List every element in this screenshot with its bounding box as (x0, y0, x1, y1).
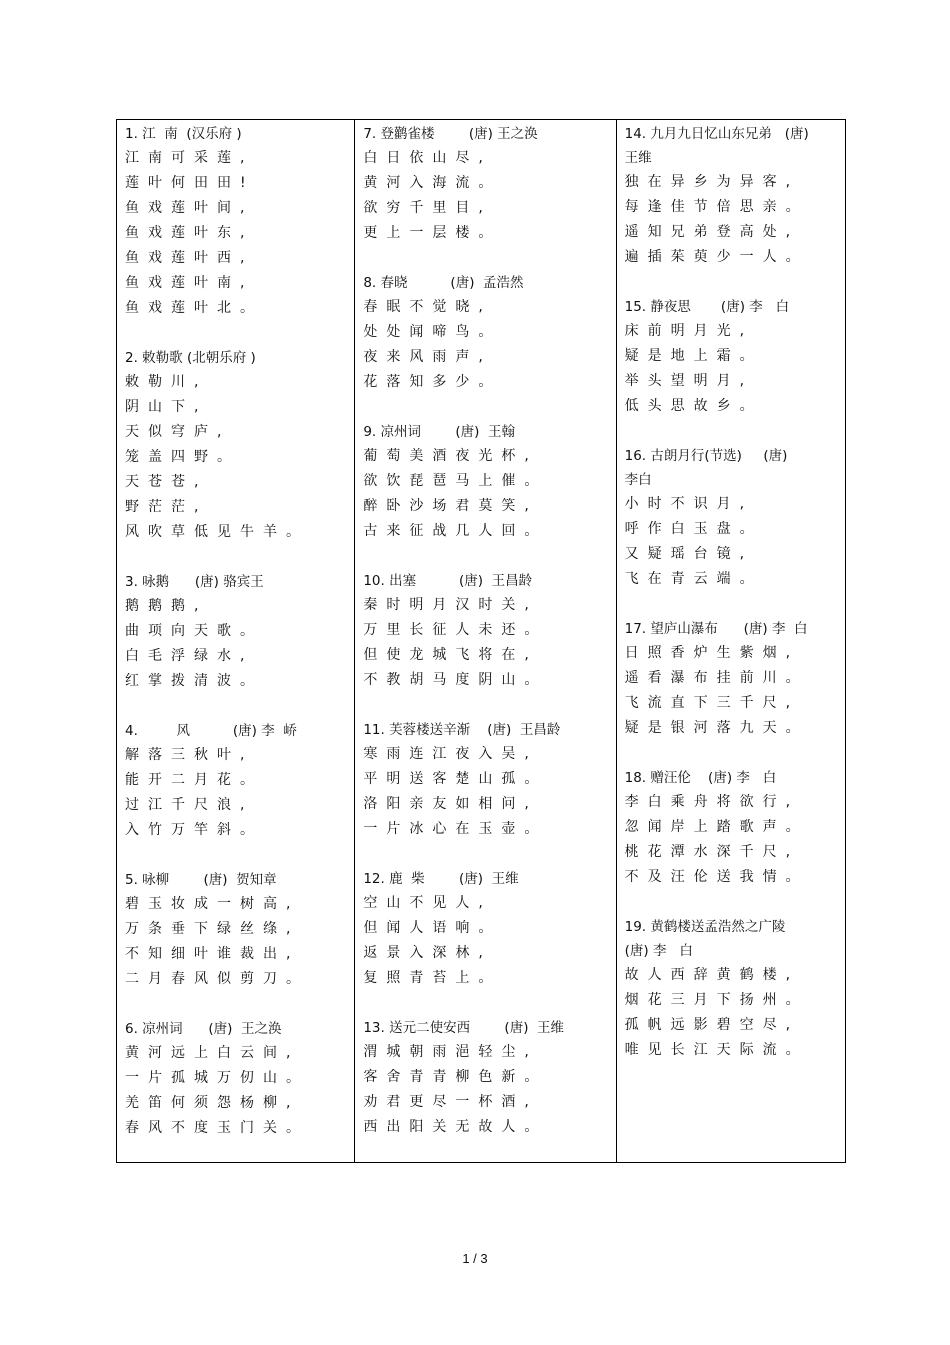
poem-title: 2. 敕勒歌 (北朝乐府 ) (125, 350, 256, 366)
poem-line: 渭城朝雨浥轻尘, (363, 1044, 538, 1060)
poem-block (125, 346, 348, 545)
poem-line: 江南可采莲, (125, 150, 254, 166)
poem-line: 床前明月光, (624, 323, 754, 339)
poem-title: 13. 送元二使安西 (唐) 王维 (363, 1020, 565, 1036)
poem-line: 平明送客楚山孤。 (363, 771, 548, 787)
poem-line: 疑是银河落九天。 (624, 720, 809, 736)
poem-line: 唯见长江天际流。 (624, 1042, 809, 1058)
poem-line: 劝君更尽一杯酒, (363, 1094, 538, 1110)
poem-line: 举头望明月, (624, 373, 754, 389)
poem-line: 飞流直下三千尺, (624, 695, 800, 711)
poem-title: 5. 咏柳 (唐) 贺知章 (125, 872, 277, 888)
poem-line: 忽闻岸上踏歌声。 (624, 819, 809, 835)
poem-block (625, 444, 839, 592)
poem-line: 笼盖四野。 (125, 449, 240, 465)
poem-line: 万条垂下绿丝绦, (125, 921, 300, 937)
poem-line: 过江千尺浪, (125, 797, 254, 813)
poem-block (125, 1017, 348, 1141)
poem-line: 醉卧沙场君莫笑, (363, 498, 538, 514)
poem-line: 野茫茫, (125, 499, 208, 515)
poem-line: 鱼戏莲叶西, (125, 250, 254, 266)
poem-line: 独在异乡为异客, (624, 174, 800, 190)
poem-line: 鹅鹅鹅, (125, 598, 208, 614)
poem-line: 遥知兄弟登高处, (624, 224, 800, 240)
poem-block (363, 867, 609, 991)
poem-line: 羌笛何须怨杨柳, (125, 1095, 300, 1111)
poem-line: 不教胡马度阴山。 (363, 672, 548, 688)
poem-line: 西出阳关无故人。 (363, 1119, 548, 1135)
poem-line: 夜来风雨声, (363, 349, 492, 365)
poem-line: 鱼戏莲叶东, (125, 225, 254, 241)
poem-line: 返景入深林, (363, 945, 492, 961)
poem-block (125, 122, 348, 321)
poem-line: 白日依山尽, (363, 150, 492, 166)
poem-line: 遥看瀑布挂前川。 (624, 670, 809, 686)
poem-column-2 (354, 120, 615, 1162)
poem-line: 烟花三月下扬州。 (624, 992, 809, 1008)
poem-block (363, 569, 609, 693)
poem-table (116, 119, 846, 1163)
poem-line: 更上一层楼。 (363, 225, 502, 241)
poem-line: 能开二月花。 (125, 772, 263, 788)
poem-line: 孤帆远影碧空尽, (624, 1017, 800, 1033)
poem-title: 19. 黄鹤楼送孟浩然之广陵 (唐) 李 白 (624, 919, 786, 959)
poem-line: 一片孤城万仞山。 (125, 1070, 309, 1086)
poem-line: 空山不见人, (363, 895, 492, 911)
poem-line: 天苍苍, (125, 474, 208, 490)
poem-line: 天似穹庐, (125, 424, 231, 440)
poem-line: 复照青苔上。 (363, 970, 502, 986)
poem-line: 李白乘舟将欲行, (624, 794, 800, 810)
poem-line: 但闻人语响。 (363, 920, 502, 936)
poem-block (363, 122, 609, 246)
poem-line: 客舍青青柳色新。 (363, 1069, 548, 1085)
poem-title: 16. 古朗月行(节选) (唐) 李白 (624, 448, 788, 488)
poem-title: 9. 凉州词 (唐) 王翰 (363, 424, 515, 440)
poem-line: 小时不识月, (624, 496, 754, 512)
poem-line: 黄河入海流。 (363, 175, 502, 191)
poem-block (625, 617, 839, 741)
poem-title: 7. 登鹳雀楼 (唐) 王之涣 (363, 126, 538, 142)
poem-line: 一片冰心在玉壶。 (363, 821, 548, 837)
poem-line: 又疑瑶台镜, (624, 546, 754, 562)
poem-line: 春风不度玉门关。 (125, 1120, 309, 1136)
poem-line: 古来征战几人回。 (363, 523, 548, 539)
poem-line: 曲项向天歌。 (125, 623, 263, 639)
poem-block (363, 420, 609, 544)
poem-line: 处处闻啼鸟。 (363, 324, 502, 340)
poem-title: 3. 咏鹅 (唐) 骆宾王 (125, 574, 264, 590)
poem-title: 8. 春晓 (唐) 孟浩然 (363, 275, 524, 291)
poem-line: 桃花潭水深千尺, (624, 844, 800, 860)
poem-line: 不及汪伦送我情。 (624, 869, 809, 885)
poem-line: 故人西辞黄鹤楼, (624, 967, 800, 983)
poem-line: 解落三秋叶, (125, 747, 254, 763)
poem-title: 10. 出塞 (唐) 王昌龄 (363, 573, 533, 589)
poem-line: 万里长征人未还。 (363, 622, 548, 638)
poem-line: 风吹草低见牛羊。 (125, 524, 309, 540)
poem-line: 碧玉妆成一树高, (125, 896, 300, 912)
poem-line: 敕勒川, (125, 374, 208, 390)
poem-line: 洛阳亲友如相问, (363, 796, 538, 812)
poem-title: 17. 望庐山瀑布 (唐) 李 白 (624, 621, 808, 637)
poem-line: 不知细叶谁裁出, (125, 946, 300, 962)
poem-line: 秦时明月汉时关, (363, 597, 538, 613)
poem-title: 6. 凉州词 (唐) 王之涣 (125, 1021, 282, 1037)
poem-title: 1. 江 南 (汉乐府 ) (125, 126, 242, 142)
poem-block (125, 570, 348, 694)
poem-title: 18. 赠汪伦 (唐) 李 白 (624, 770, 777, 786)
poem-block (625, 122, 839, 270)
poem-line: 飞在青云端。 (624, 571, 763, 587)
poem-line: 葡萄美酒夜光杯, (363, 448, 538, 464)
poem-title: 11. 芙蓉楼送辛渐 (唐) 王昌龄 (363, 722, 561, 738)
poem-column-3 (616, 120, 845, 1162)
poem-line: 但使龙城飞将在, (363, 647, 538, 663)
poem-line: 呼作白玉盘。 (624, 521, 763, 537)
poem-block (363, 718, 609, 842)
poem-column-1 (117, 120, 354, 1162)
poem-line: 入竹万竿斜。 (125, 822, 263, 838)
poem-line: 疑是地上霜。 (624, 348, 763, 364)
poem-line: 白毛浮绿水, (125, 648, 254, 664)
poem-block (625, 295, 839, 419)
poem-title: 14. 九月九日忆山东兄弟 (唐) 王维 (624, 126, 809, 166)
poem-line: 二月春风似剪刀。 (125, 971, 309, 987)
poem-line: 阴山下, (125, 399, 208, 415)
poem-line: 红掌拨清波。 (125, 673, 263, 689)
poem-line: 日照香炉生紫烟, (624, 645, 800, 661)
poem-line: 鱼戏莲叶间, (125, 200, 254, 216)
poem-line: 寒雨连江夜入吴, (363, 746, 538, 762)
poem-line: 欲穷千里目, (363, 200, 492, 216)
poem-line: 鱼戏莲叶北。 (125, 300, 263, 316)
poem-title: 12. 鹿 柴 (唐) 王维 (363, 871, 519, 887)
poem-line: 莲叶何田田! (125, 175, 255, 191)
poem-line: 花落知多少。 (363, 374, 502, 390)
poem-title: 15. 静夜思 (唐) 李 白 (624, 299, 790, 315)
poem-block (363, 271, 609, 395)
poem-line: 低头思故乡。 (624, 398, 763, 414)
poem-line: 鱼戏莲叶南, (125, 275, 254, 291)
poem-line: 遍插茱萸少一人。 (624, 249, 809, 265)
poem-block (625, 766, 839, 890)
poem-block (363, 1016, 609, 1140)
page-number: 1 / 3 (462, 1251, 488, 1266)
poem-block (125, 719, 348, 843)
poem-title: 4. 风 (唐) 李 峤 (125, 723, 297, 739)
poem-line: 每逢佳节倍思亲。 (624, 199, 809, 215)
poem-line: 欲饮琵琶马上催。 (363, 473, 548, 489)
poem-line: 春眠不觉晓, (363, 299, 492, 315)
poem-block (125, 868, 348, 992)
poem-line: 黄河远上白云间, (125, 1045, 300, 1061)
poem-block (625, 915, 839, 1063)
